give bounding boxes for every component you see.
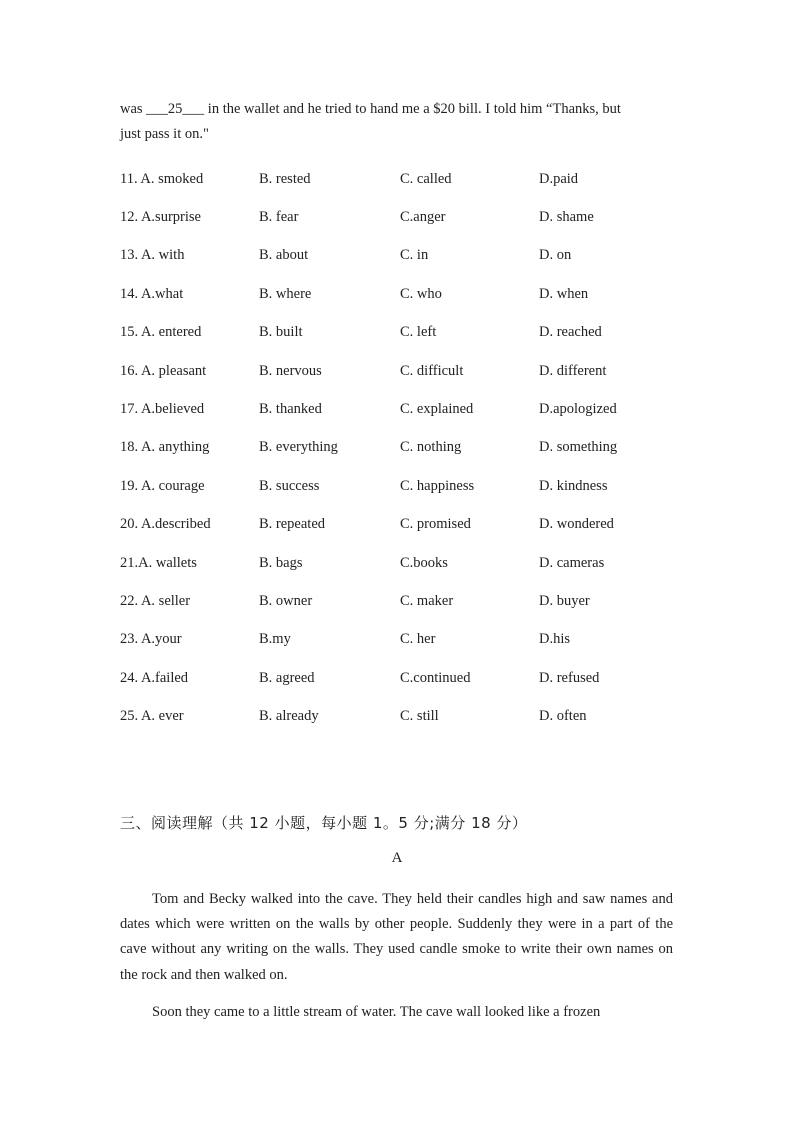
question-row [120,160,680,198]
option-b: B. already [259,708,319,725]
question-row [120,237,680,275]
option-a: 17. A.believed [120,401,205,418]
option-a: 21.A. wallets [120,554,197,571]
option-c: C. left [400,324,437,341]
option-c: C.books [400,554,448,571]
option-a: 24. A.failed [120,669,189,686]
option-d: D. often [539,708,587,725]
question-row [120,506,680,544]
option-b: B. about [259,247,309,264]
question-row [120,275,680,313]
section-heading: 三、阅读理解（共 12 小题，每小题 1。5 分;满分 18 分） [120,814,528,832]
intro-line-1: was ___25___ in the wallet and he tried to hand me a $20 bill. I told him “Thanks, but [120,101,621,117]
option-c: C. nothing [400,439,462,456]
option-d: D. reached [539,324,602,341]
option-b: B. success [259,477,320,494]
option-a: 16. A. pleasant [120,362,207,379]
option-c: C. in [400,247,429,264]
question-row [120,544,680,582]
option-c: C. happiness [400,477,475,494]
option-c: C. still [400,708,439,725]
passage-paragraph-1: Tom and Becky walked into the cave. They held their candles high and saw names and dates which were written on the walls by other people. Suddenly they were in a part of the cave without any writing on the walls. They used candle smoke to write their own names on the rock and then walked on. [120,891,673,983]
option-a: 18. A. anything [120,439,210,456]
question-row [120,467,680,505]
option-a: 13. A. with [120,247,185,264]
option-b: B. nervous [259,362,322,379]
option-a: 20. A.described [120,516,211,533]
option-b: B. repeated [259,516,326,533]
option-b: B. rested [259,170,311,187]
option-c: C.anger [400,209,446,226]
option-d: D. refused [539,669,600,686]
answer-options-list [120,160,680,736]
option-a: 11. A. smoked [120,170,204,187]
option-d: D. wondered [539,516,614,533]
option-a: 14. A.what [120,285,184,302]
option-c: C. promised [400,516,471,533]
option-a: 22. A. seller [120,592,191,609]
option-c: C. maker [400,592,454,609]
option-d: D. different [539,362,607,379]
option-b: B. everything [259,439,338,456]
option-d: D. kindness [539,477,608,494]
intro-line-2: just pass it on." [120,126,209,142]
option-d: D. buyer [539,592,590,609]
option-a: 23. A.your [120,631,182,648]
option-b: B. agreed [259,669,315,686]
passage-continuation [120,97,673,147]
option-d: D. on [539,247,572,264]
option-c: C. her [400,631,436,648]
option-b: B.my [259,631,291,648]
passage-letter: A [391,850,403,866]
passage-paragraph-2: Soon they came to a little stream of water. The cave wall looked like a frozen [152,1003,601,1020]
option-c: C. explained [400,401,474,418]
question-row [120,429,680,467]
option-b: B. bags [259,554,303,571]
option-b: B. thanked [259,401,322,418]
option-d: D. cameras [539,554,605,571]
option-d: D. something [539,439,618,456]
option-a: 15. A. entered [120,324,202,341]
question-row [120,582,680,620]
question-row [120,659,680,697]
option-c: C. called [400,170,452,187]
option-d: D.his [539,631,571,648]
question-row [120,314,680,352]
question-row [120,621,680,659]
option-c: C. difficult [400,362,464,379]
option-a: 12. A.surprise [120,209,201,226]
option-b: B. where [259,285,312,302]
question-row [120,198,680,236]
option-d: D.paid [539,170,579,187]
option-b: B. built [259,324,303,341]
option-b: B. fear [259,209,299,226]
option-c: C. who [400,285,442,302]
option-a: 25. A. ever [120,708,184,725]
option-d: D. when [539,285,589,302]
question-row [120,390,680,428]
option-d: D. shame [539,209,594,226]
question-row [120,697,680,735]
option-d: D.apologized [539,401,617,418]
option-a: 19. A. courage [120,477,205,494]
option-c: C.continued [400,669,471,686]
reading-passage [120,887,673,1037]
option-b: B. owner [259,592,313,609]
question-row [120,352,680,390]
